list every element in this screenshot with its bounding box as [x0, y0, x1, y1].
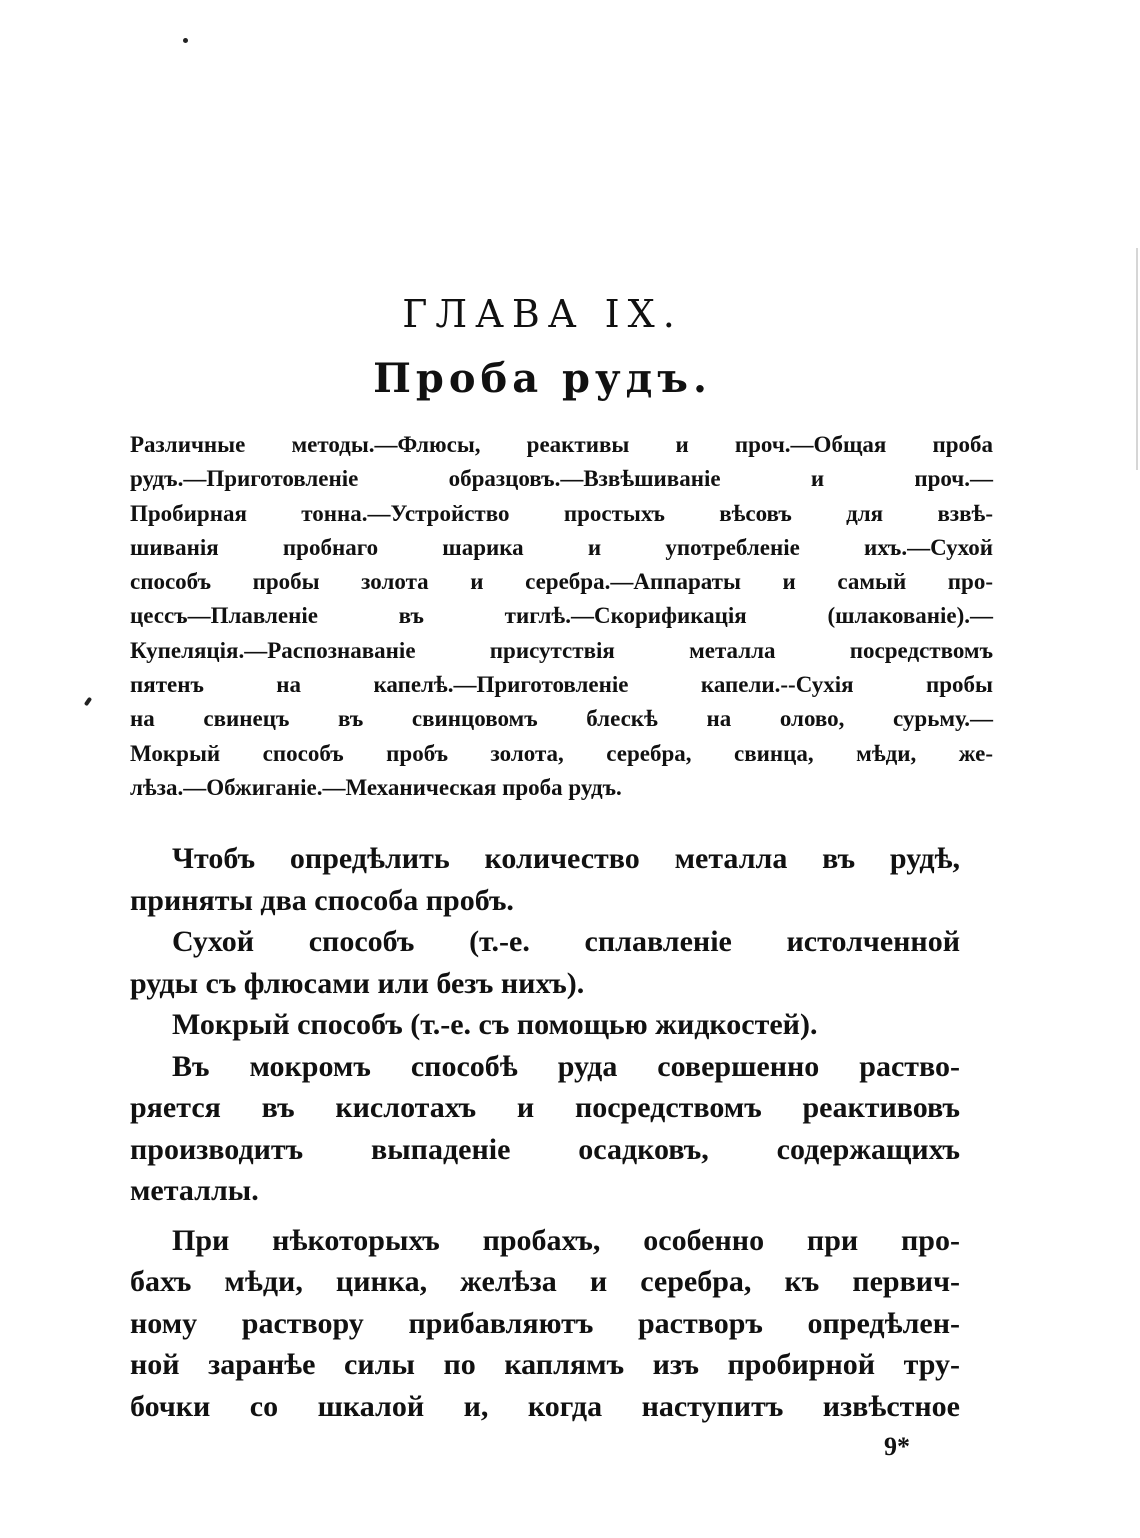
summary-line: рудъ.—Приготовленіе образцовъ.—Взвѣшиваніе и проч.— [130, 466, 993, 492]
chapter-label: ГЛАВА IX. [402, 292, 683, 336]
text-line: При нѣкоторыхъ пробахъ, особенно при про- [172, 1223, 960, 1257]
text-line: металлы. [130, 1174, 259, 1207]
text-line: приняты два способа пробъ. [130, 883, 514, 917]
summary-line: цессъ—Плавленіе въ тиглѣ.—Скорификація (шлакованіе).— [130, 603, 993, 629]
text-line: ному раствору прибавляютъ растворъ опредѣлен- [130, 1306, 960, 1340]
page-edge-shadow [1136, 248, 1138, 470]
paragraph [130, 838, 960, 921]
text-line: Сухой способъ (т.-е. сплавленіе истолченной [172, 925, 960, 958]
text-line: Мокрый способъ (т.-е. съ помощью жидкостей). [172, 1008, 818, 1041]
summary-line: пятенъ на капелѣ.—Приготовленіе капели.--Сухія пробы [130, 672, 993, 698]
chapter-title: Проба рудъ. [373, 355, 712, 402]
paragraph [130, 1004, 960, 1046]
chapter-summary [130, 428, 993, 805]
paragraph [130, 1220, 960, 1428]
text-line: ряется въ кислотахъ и посредствомъ реактивовъ [130, 1091, 960, 1124]
text-line: ной заранѣе силы по каплямъ изъ пробирной тру- [130, 1348, 960, 1381]
text-line: производитъ выпаденіе осадковъ, содержащихъ [130, 1132, 960, 1166]
summary-line: Пробирная тонна.—Устройство простыхъ вѣсовъ для взвѣ- [130, 500, 993, 526]
page-number: 9* [884, 1432, 910, 1461]
paragraph [130, 1046, 960, 1212]
summary-line: шиванія пробнаго шарика и употребленіе ихъ.—Сухой [130, 534, 993, 560]
text-line: бочки со шкалой и, когда наступитъ извѣстное [130, 1389, 960, 1423]
paragraph [130, 921, 960, 1004]
text-line: Въ мокромъ способѣ руда совершенно раство- [172, 1049, 960, 1083]
summary-line: Купеляція.—Распознаваніе присутствія металла посредствомъ [130, 637, 993, 663]
ink-speck [183, 38, 188, 43]
summary-line: Мокрый способъ пробъ золота, серебра, свинца, мѣди, же- [130, 740, 993, 766]
summary-line: способъ пробы золота и серебра.—Аппараты и самый про- [130, 569, 993, 595]
summary-line: на свинецъ въ свинцовомъ блескѣ на олово, сурьму.— [130, 706, 993, 732]
text-line: руды съ флюсами или безъ нихъ). [130, 966, 585, 1000]
summary-line: лѣза.—Обжиганіе.—Механическая проба рудъ. [130, 774, 622, 800]
summary-line: Различные методы.—Флюсы, реактивы и проч.—Общая проба [130, 432, 993, 457]
ink-speck [84, 697, 92, 707]
text-line: бахъ мѣди, цинка, желѣза и серебра, къ первич- [130, 1265, 960, 1298]
body-text [130, 838, 960, 1427]
text-line: Чтобъ опредѣлить количество металла въ рудѣ, [172, 842, 960, 875]
